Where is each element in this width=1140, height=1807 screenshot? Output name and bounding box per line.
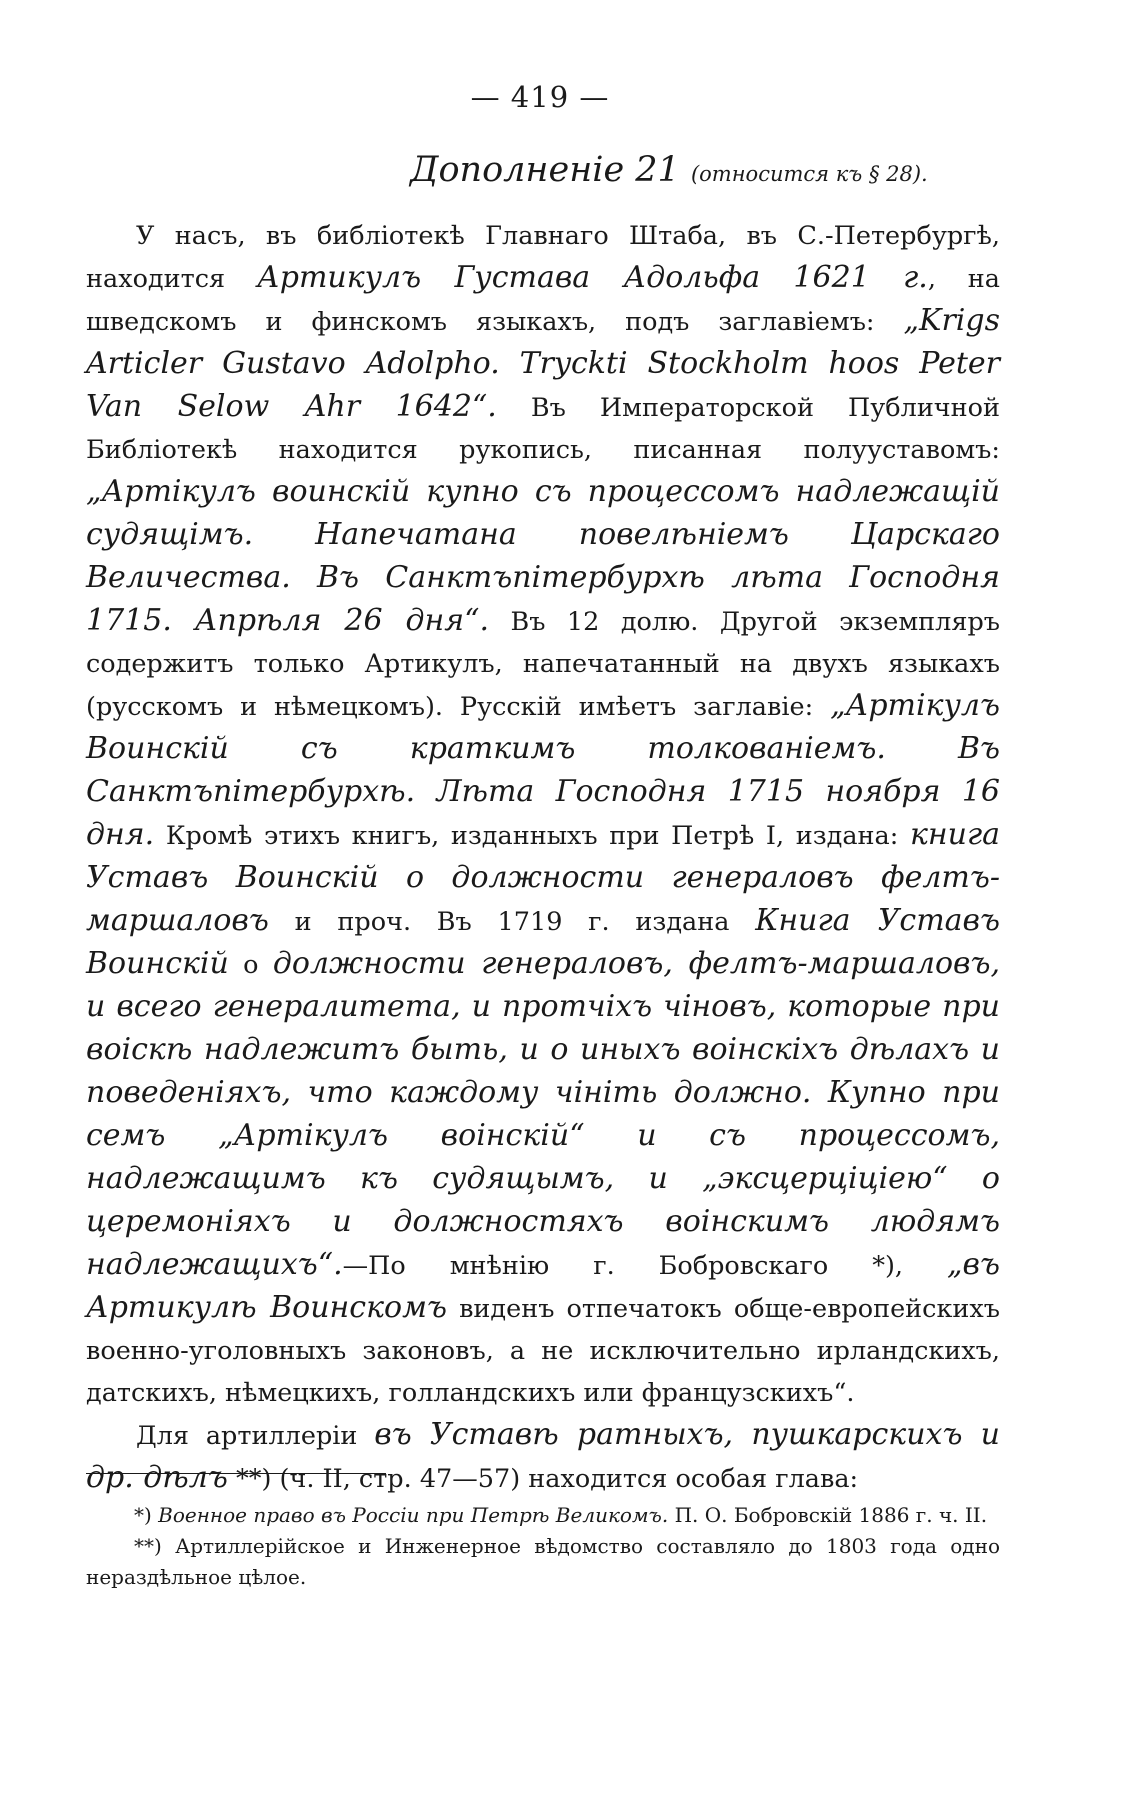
text-run: Въ Императорской Публичной Библіотекѣ находится рукопись, писанная полууставомъ:: [86, 393, 1001, 465]
italic-run: „въ Артикулѣ Воинскомъ: [86, 1247, 1000, 1325]
footnote-mark: **): [134, 1534, 162, 1558]
footnote-italic: Военное право въ Россіи при Петрѣ Великомъ.: [158, 1503, 669, 1527]
italic-run: Артикулъ Густава Адольфа 1621 г.: [257, 260, 928, 295]
italic-run: книга Уставъ Воинскій о должности генераловъ фелтъ-маршаловъ: [86, 817, 1000, 938]
heading-note: (относится къ § 28).: [690, 162, 928, 186]
footnote-text: Артиллерійское и Инженерное вѣдомство составляло до 1803 года одно нераздѣльное цѣлое.: [86, 1534, 1000, 1589]
footnote-2: [86, 1531, 1000, 1593]
text-run: У насъ, въ библіотекѣ Главнаго Штаба, въ С.-Петербургѣ, находится: [86, 221, 1000, 294]
italic-run: въ Уставѣ ратныхъ, пушкарскихъ и др. дѣлъ: [86, 1417, 1000, 1495]
italic-run: „Артікулъ Воинскій съ краткимъ толкованіемъ. Въ Санктъпітербурхѣ. Лѣта Господня 1715 ноября 16 дня.: [86, 688, 1000, 852]
page-number: — 419 —: [470, 80, 610, 114]
text-run: о: [243, 950, 259, 980]
italic-run: „Krigs Articler Gustavo Adolpho. Tryckti Stockholm hoos Peter Van Selow Ahr 1642“.: [86, 303, 1000, 424]
text-run: **) (ч. II, стр. 47—57) находится особая глава:: [235, 1464, 859, 1494]
text-run: Кромѣ этихъ книгъ, изданныхъ при Петрѣ I, издана:: [165, 821, 899, 851]
italic-run: „Артікулъ воинскій купно съ процессомъ надлежащій судящімъ. Напечатана повелѣніемъ Царскаго Величества. Въ Санктъпітербурхѣ лѣта Господня 1715. Апрѣля 26 дня“.: [86, 474, 1000, 638]
footnotes: [86, 1500, 1000, 1593]
text-run: Для артиллеріи: [136, 1421, 358, 1451]
text-run: и проч. Въ 1719 г. издана: [294, 907, 730, 937]
footnote-1: [86, 1500, 1000, 1531]
text-run: , на шведскомъ и финскомъ языкахъ, подъ заглавіемъ:: [86, 264, 1001, 337]
paragraph-2: [86, 1414, 1000, 1500]
footnote-divider: [86, 1473, 386, 1474]
section-heading: [410, 150, 1090, 190]
italic-run: Книга Уставъ Воинскій: [86, 903, 1000, 981]
text-run: —По мнѣнію г. Бобровскаго *),: [342, 1251, 904, 1281]
paragraph-1: [86, 215, 1000, 1414]
heading-title: Дополненіе 21: [410, 150, 680, 190]
italic-run: должности генераловъ, фелтъ-маршаловъ, и всего генералитета, и протчіхъ чіновъ, которые при воіскѣ надлежитъ быть, и о иныхъ воінскіхъ дѣлахъ и поведеніяхъ, что каждому чініть должно. Купно при семъ „Артікулъ воінскій“ и съ процессомъ, надлежащимъ къ судящымъ, и „эксцерціціею“ о церемоніяхъ и должностяхъ воінскимъ людямъ надлежащихъ“.: [86, 946, 1001, 1282]
text-run: виденъ отпечатокъ обще-европейскихъ военно-уголовныхъ законовъ, а не исключительно ирландскихъ, датскихъ, нѣмецкихъ, голландскихъ или французскихъ“.: [86, 1294, 1001, 1408]
body-text: [86, 215, 1000, 1500]
footnote-mark: *): [134, 1503, 152, 1527]
footnote-text: П. О. Бобровскій 1886 г. ч. II.: [674, 1503, 988, 1527]
text-run: Въ 12 долю. Другой экземпляръ содержитъ только Артикулъ, напечатанный на двухъ языкахъ (русскомъ и нѣмецкомъ). Русскій имѣетъ заглавіе:: [86, 607, 1001, 722]
